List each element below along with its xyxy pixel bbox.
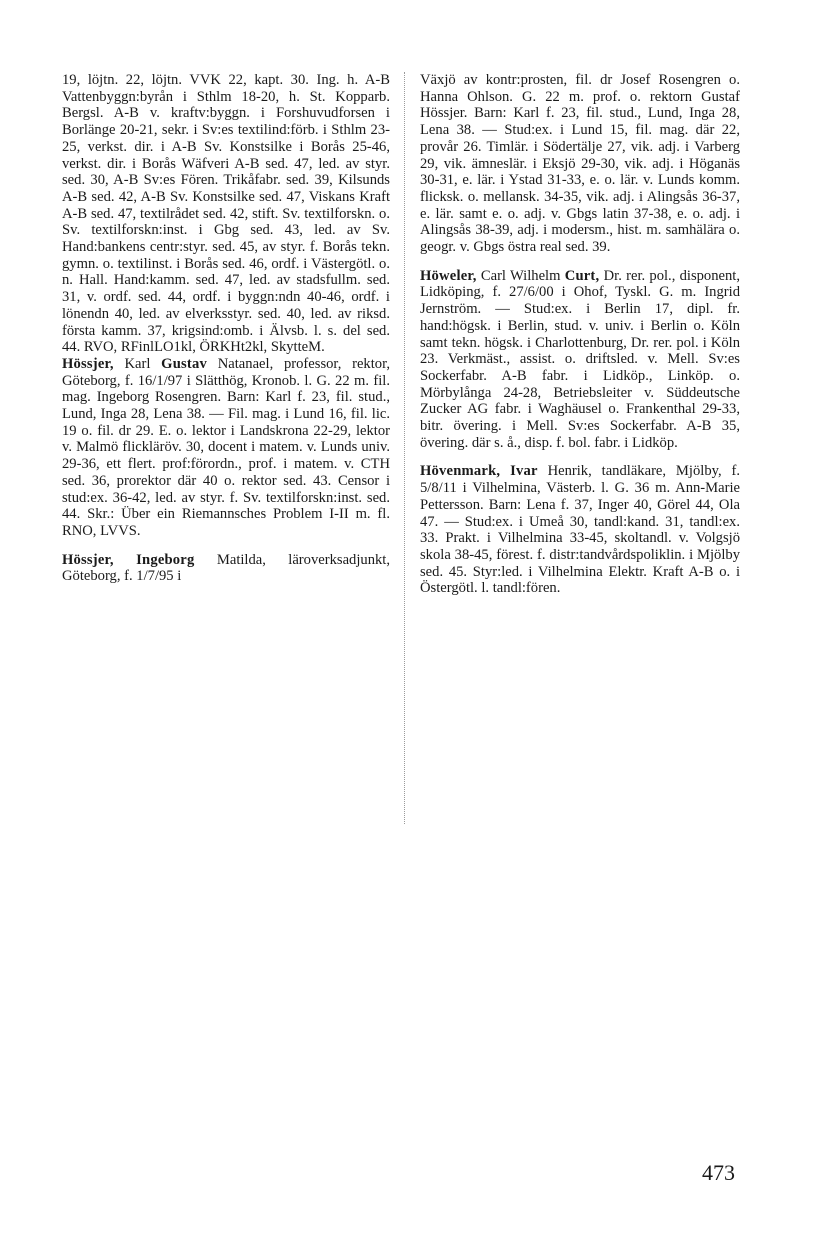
entry-surname: Hössjer,	[62, 551, 114, 568]
entry-surname: Hövenmark,	[420, 463, 501, 480]
entry-given-name: Ivar	[510, 463, 538, 480]
page-number: 473	[702, 1160, 735, 1185]
left-column	[62, 72, 390, 597]
entry-surname: Höweler,	[420, 267, 477, 284]
entry-hossjer-gustav	[62, 356, 390, 540]
entry-text: Karl Gustav Natanael, professor, rektor, Göteborg, f. 16/1/97 i Slätthög, Kronob. l. G. 22 m. fil. mag. Ingeborg Rosengren. Barn: Karl f. 23, fil. stud., Lund, Inga 28, Lena 38. — Fil. mag. i Lund 16, fil. lic. 19 o. fil. dr 29. E. o. lektor i Landskrona 22-29, lektor v. Malmö flickläröv. 30, docent i matem. v. Lunds univ. 29-36, ett flert. prof:förordn., prof. i matem. v. CTH sed. 36, prorektor där 40 o. rektor sed. 43. Censor i stud:ex. 36-42, led. av styr. f. Sv. textilforskn:inst. sed. 44. Skr.: Über ein Riemannsches Problem I-II m. fl. RNO, LVVS.	[62, 355, 390, 539]
entry-given-name: Curt,	[564, 267, 600, 284]
entry-given-name: Ingeborg	[136, 551, 195, 568]
entry-surname: Hössjer,	[62, 355, 114, 372]
entry-hovenmark-ivar	[420, 463, 740, 597]
entry-continued	[62, 72, 390, 356]
entry-howeler-curt	[420, 268, 740, 452]
entry-hossjer-ingeborg	[62, 552, 390, 585]
entry-continued	[420, 72, 740, 256]
entry-text: Ingeborg Matilda, läroverksadjunkt, Göteborg, f. 1/7/95 i	[62, 551, 391, 585]
right-column	[420, 72, 740, 609]
column-divider	[404, 72, 405, 824]
entry-text: Ivar Henrik, tandläkare, Mjölby, f. 5/8/11 i Vilhelmina, Västerb. l. G. 36 m. Ann-Marie Pettersson. Barn: Lena f. 37, Inger 40, Görel 44, Ola 47. — Stud:ex. i Umeå 30, tandl:kand. 31, tandl:ex. 33. Prakt. i Vilhelmina 33-45, skoltandl. v. Volgsjö skola 38-45, förest. f. distr:tandvårdspoliklin. i Mjölby sed. 45. Styr:led. i Vilhelmina Elektr. Kraft A-B o. i Östergötl. l. tandl:fören.	[420, 463, 740, 597]
entry-text: Carl Wilhelm Curt, Dr. rer. pol., disponent, Lidköping, f. 27/6/00 i Ohof, Tyskl. G. m. Ingrid Jernström. — Stud:ex. i Berlin 17, dipl. fr. hand:högsk. i Berlin, stud. v. univ. i Berlin o. Köln samt tekn. högsk. i Charlottenburg, Dr. rer. pol. i Köln 23. Verkmäst., assist. o. driftsled. v. Mell. Sv:es Sockerfabr. A-B fabr. i Lidköp., Linköp. o. Mörbylånga 24-28, Betriebsleiter v. Süddeutsche Zucker AG fabr. i Waghäusel o. Frankenthal 29-33, bitr. övering. i Mell. Sv:es Sockerfabr. A-B 35, övering. där s. å., disp. f. bol. fabr. i Lidköp.	[420, 267, 740, 451]
entry-text: Växjö av kontr:prosten, fil. dr Josef Rosengren o. Hanna Ohlson. G. 22 m. prof. o. rektorn Gustaf Hössjer. Barn: Karl f. 23, fil. stud., Lund, Inga 28, Lena 38. — Stud:ex. i Lund 15, fil. mag. där 22, provår 26. Timlär. i Södertälje 27, vik. adj. i Varberg 29, vik. ämneslär. i Eksjö 29-30, vik. adj. i Höganäs 30-31, e. lär. i Ystad 31-33, e. o. lär. v. Lunds komm. flicksk. o. mellansk. 34-35, vik. adj. i Alingsås 36-37, e. lär. samt e. o. adj. v. Gbgs latin 37-38, e. o. adj. i Alingsås 38-39, adj. i modersm., hist. m. samhälära o. geogr. v. Gbgs östra real sed. 39.	[420, 72, 740, 256]
entry-text: 19, löjtn. 22, löjtn. VVK 22, kapt. 30. Ing. h. A-B Vattenbyggn:byrån i Sthlm 18-20, h. St. Kopparb. Bergsl. A-B v. kraftv:byggn. i Forshuvudforsen i Borlänge 20-21, sekr. i Sv:es textilind:förb. i Sthlm 23-25, verkst. dir. i A-B Sv. Konstsilke i Borås 25-46, verkst. dir. i Borås Wäfveri A-B sed. 47, led. av styr. sed. 30, A-B Sv:es Fören. Trikåfabr. sed. 39, Kilsunds A-B sed. 42, A-B Sv. Konstsilke sed. 47, Viskans Kraft A-B sed. 47, textilrådet sed. 42, stift. Sv. textilforskn. o. Sv. textilforskn:inst. i Gbg sed. 43, led. av Sv. Hand:bankens centr:styr. sed. 45, av styr. f. Borås tekn. gymn. o. textilinst. i Borås sed. 46, ordf. i Västergötl. o. n. Hall. Hand:kamm. sed. 47, led. av stadsfullm. sed. 31, v. ordf. sed. 44, ordf. i byggn:ndn 40-46, ordf. i lönendn 40, led. av elverksstyr. sed. 40, led. av riksd. första kamm. 37, krigsind:omb. i Älvsb. l. s. del sed. 44. RVO, RFinlLO1kl, ÖRKHt2kl, SkytteM.	[62, 72, 390, 356]
entry-given-name: Gustav	[161, 355, 207, 372]
